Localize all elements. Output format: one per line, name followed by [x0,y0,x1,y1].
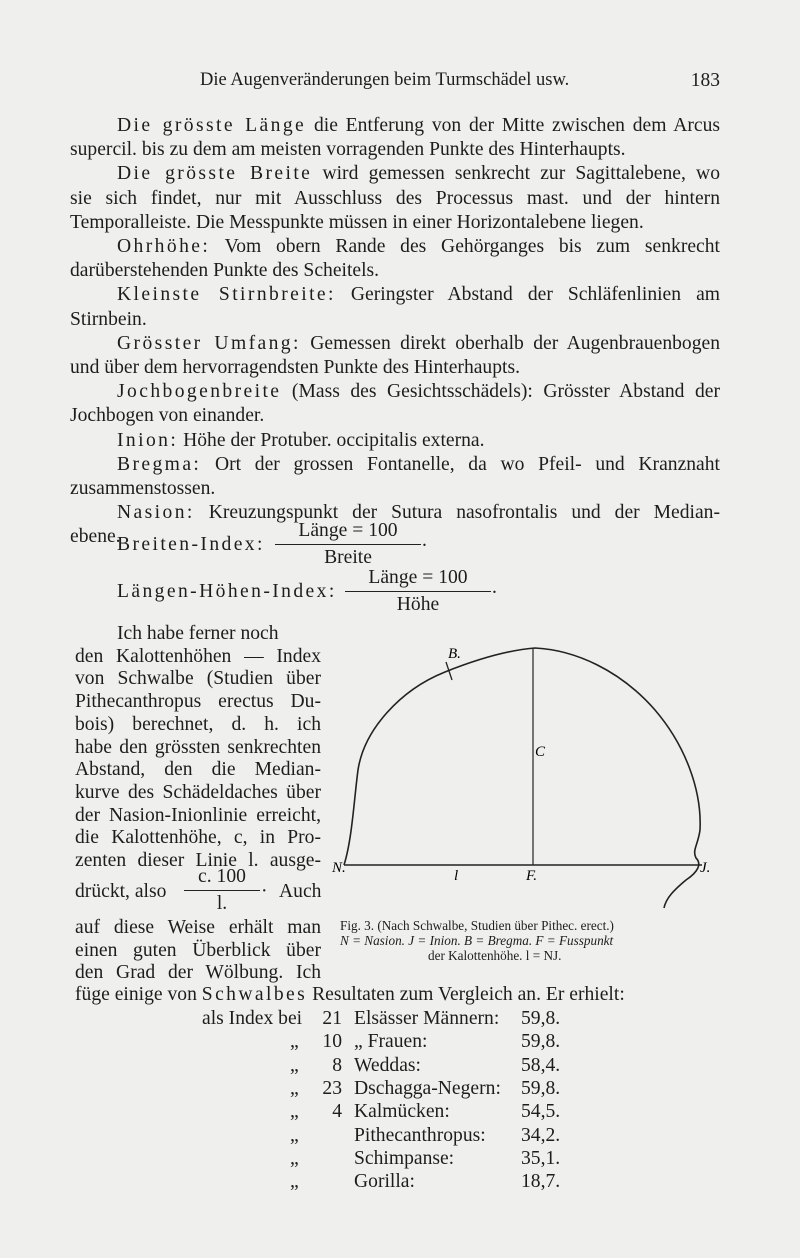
index-value: 54,5. [521,1101,561,1123]
skull-outline [344,648,700,908]
formula-before: drückt, also [75,881,167,902]
denominator: Höhe [396,594,440,615]
left-column-line: bois) berechnet, d. h. ich [75,713,321,735]
left-column-line: von Schwalbe (Studien über [75,668,321,690]
spaced-term: Die grösste Breite [117,163,313,185]
paragraph-line: und über dem hervorragendsten Punkte des Hinterhaupts. [70,357,520,378]
running-title: Die Augenveränderungen beim Turmschädel usw. [200,70,570,90]
spaced-term: Bregma: [117,453,202,475]
numerator: Länge = 100 [368,567,468,588]
paragraph-line [117,162,720,186]
index-value: 58,4. [521,1054,561,1076]
paragraph-line: Stirnbein. [70,308,147,330]
index-value: 59,8. [521,1008,561,1029]
left-column-line: den Kalottenhöhen — Index [75,645,321,667]
laengen-hoehen-index-formula [117,568,507,618]
group-name: Gorilla: [354,1171,415,1193]
line-text: Kreuzungspunkt der Sutura nasofrontalis und der Median- [194,502,720,524]
results-row [0,1147,800,1171]
fraction [184,866,260,915]
index-value: 34,2. [521,1124,561,1146]
denominator: l. [216,893,228,914]
spaced-term: Grösster Umfang: [117,332,301,354]
ditto-mark: „ [290,1077,299,1099]
left-column-line: auf diese Weise erhält man [75,917,321,938]
fraction-bar [275,544,421,545]
ditto-mark: „ [290,1054,299,1076]
numerator: Länge = 100 [298,520,398,541]
figure-caption-line-2: N = Nasion. J = Inion. B = Bregma. F = Fusspunkt [340,933,614,948]
figure-caption-line-3: der Kalottenhöhe. l = NJ. [428,948,562,963]
skull-figure [330,640,730,915]
paragraph-line: Temporalleiste. Die Messpunkte müssen in einer Horizontalebene liegen. [70,211,644,233]
label-j: J. [700,860,711,876]
spaced-term: Jochbogenbreite [117,381,282,403]
group-name: Dschagga-Negern: [354,1077,501,1099]
results-row [0,1030,800,1054]
left-column-line: einen guten Überblick über [75,939,321,961]
line-text: wird gemessen senkrecht zur Sagittalebene, wo [312,163,720,185]
spaced-term: Inion: [117,429,179,451]
label-l: l [454,868,459,884]
formula-after: Auch [279,881,322,902]
line-text: Vom obern Rande des Gehörganges bis zum senkrecht [210,236,720,257]
left-column-line: Abstand, den die Median- [75,759,321,781]
index-value: 18,7. [521,1171,561,1193]
final-spaced: Schwalbes [201,984,308,1005]
line-text: Geringster Abstand der Schläfenlinien am [335,284,721,306]
left-column-line: habe den grössten senkrechten [75,736,321,758]
group-count: 10 [322,1031,342,1053]
paragraph-line: ebene. [70,526,121,548]
final-after: Resultaten zum Vergleich an. Er erhielt: [307,984,625,1005]
formula-end: . [422,530,427,551]
label-f: F. [526,868,537,884]
line-text: Höhe der Protuber. occipitalis externa. [178,429,485,451]
page-number: 183 [690,70,720,91]
paragraph-line: zusammenstossen. [70,478,216,499]
results-row [0,1077,800,1101]
paragraph-line [117,235,720,259]
paragraph-line [117,114,720,138]
group-count: 8 [332,1054,342,1076]
left-column-line: kurve des Schädeldaches über [75,781,321,803]
paragraph-line: supercil. bis zu dem am meisten vorragenden Punkte des Hinterhaupts. [70,139,626,161]
index-value: 59,8. [521,1077,561,1099]
paragraph-line: Jochbogen von einander. [70,405,265,427]
index-value: 35,1. [521,1147,561,1169]
paragraph-line: sie sich findet, nur mit Ausschluss des Processus mast. und der hintern [70,187,720,209]
formula-label: Längen-Höhen-Index: [117,581,337,602]
numerator: c. 100 [198,866,246,887]
label-c: C [535,744,546,760]
label-b: B. [448,646,461,662]
spaced-term: Die grösste Länge [117,115,307,136]
paragraph-line [117,283,720,307]
left-column-line: der Nasion-Inionlinie erreicht, [75,804,321,826]
group-count: 23 [322,1077,342,1099]
ditto-mark: „ [290,1147,299,1169]
page-header [70,70,720,96]
group-name: „ Frauen: [354,1031,428,1053]
ditto-mark: „ [290,1101,299,1123]
group-name: Kalmücken: [354,1101,450,1123]
group-name: Elsässer Männern: [354,1008,500,1029]
group-count: 4 [332,1101,342,1123]
fraction-bar [345,591,491,592]
group-count: 21 [322,1008,342,1029]
paragraph-line [117,453,720,477]
spaced-term: Ohrhöhe: [117,236,211,257]
spaced-term: Nasion: [117,502,195,524]
line-text: Gemessen direkt oberhalb der Augenbrauenbogen [300,332,720,354]
results-row [0,1100,800,1124]
spaced-term: Kleinste Stirnbreite: [117,284,336,306]
fraction [275,520,421,569]
kalottenhoehen-formula: drückt, also c. 100 l. · Auch [75,866,322,914]
left-column-line: den Grad der Wölbung. Ich [75,962,321,983]
formula-label: Breiten-Index: [117,534,265,555]
left-column-line: Ich habe ferner noch [117,623,279,644]
left-column-line: die Kalottenhöhe, c, in Pro- [75,827,321,849]
results-intro: als Index bei [202,1008,303,1029]
left-column-line: zenten dieser Linie l. ausge- [75,850,321,871]
left-column-line: Pithecanthropus erectus Du- [75,691,321,713]
fraction [345,567,491,616]
results-row [0,1124,800,1148]
line-text: Ort der grossen Fontanelle, da wo Pfeil- und Kranznaht [201,453,720,475]
label-n: N. [332,860,346,876]
final-line [75,983,725,1007]
paragraph-line [117,380,720,404]
index-value: 59,8. [521,1031,561,1053]
results-row [0,1054,800,1078]
final-before: füge einige von [75,984,202,1005]
line-text: (Mass des Gesichtsschädels): Grösster Abstand der [281,381,720,403]
figure-caption-line-1: Fig. 3. (Nach Schwalbe, Studien über Pithec. erect.) [340,918,614,933]
paragraph-line [117,429,485,453]
formula-end: . [492,577,497,598]
group-name: Schimpanse: [354,1147,455,1169]
ditto-mark: „ [290,1124,299,1146]
line-text: die Entferung von der Mitte zwischen dem Arcus [306,115,720,136]
ditto-mark: „ [290,1171,299,1193]
results-row [0,1170,800,1194]
results-row [0,1007,800,1031]
denominator: Breite [324,547,372,568]
fraction-bar [184,890,260,891]
group-name: Pithecanthropus: [354,1124,486,1146]
group-name: Weddas: [354,1054,421,1076]
ditto-mark: „ [290,1031,299,1053]
paragraph-line: darüberstehenden Punkte des Scheitels. [70,260,380,282]
paragraph-line [117,332,720,356]
